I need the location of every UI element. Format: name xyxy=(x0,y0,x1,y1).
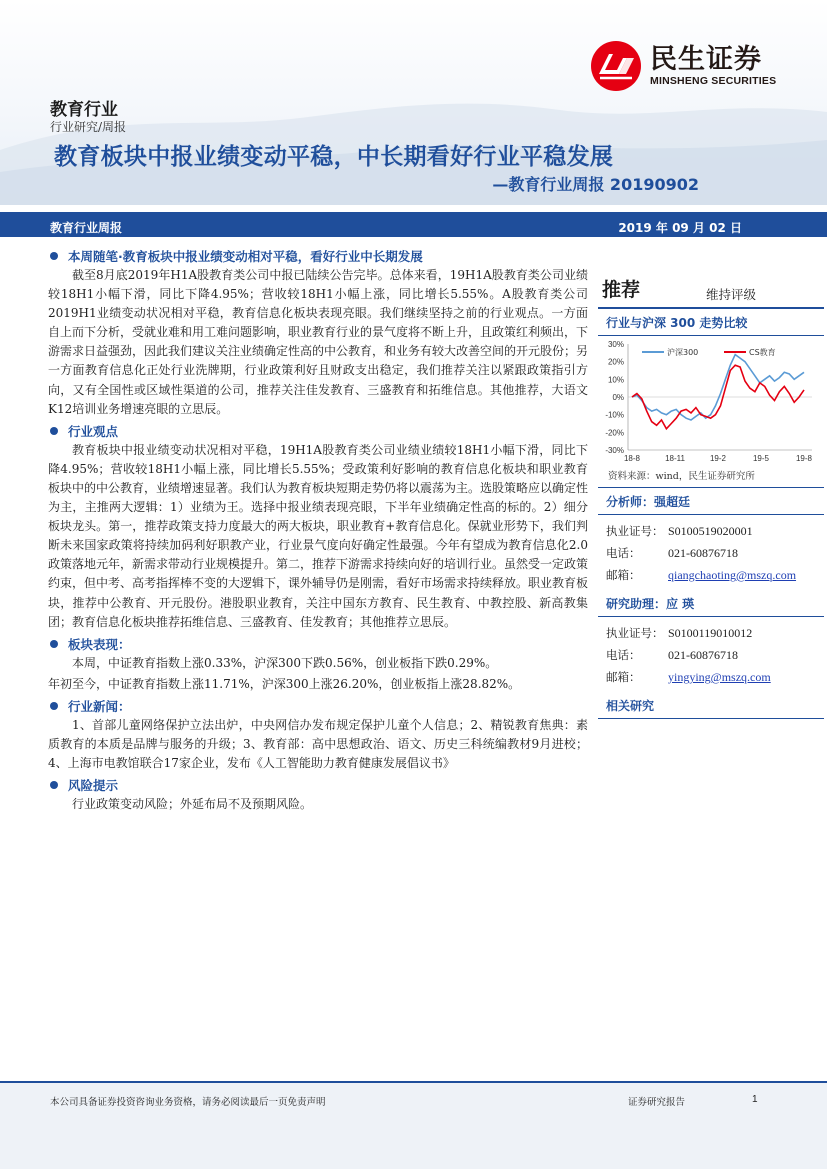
report-subtitle: —教育行业周报 20190902 xyxy=(492,175,699,194)
brand-logo xyxy=(590,40,776,92)
bullet-icon xyxy=(50,252,58,260)
y-tick-label: 20% xyxy=(607,357,624,367)
footer-report-label: 证券研究报告 xyxy=(628,1097,686,1108)
sidebar xyxy=(598,265,824,719)
analyst-info xyxy=(598,515,824,590)
trend-chart-svg xyxy=(598,336,824,464)
trend-chart xyxy=(598,336,824,464)
bullet-icon xyxy=(50,427,58,435)
y-tick-label: 10% xyxy=(607,375,624,385)
y-tick-label: -30% xyxy=(605,446,624,455)
section-heading-risk: 风险提示 xyxy=(48,776,588,795)
report-type: 行业研究/周报 xyxy=(50,120,127,134)
assistant-email-row xyxy=(606,666,824,688)
industry-label: 教育行业 xyxy=(50,100,118,120)
y-tick-label: 30% xyxy=(607,340,624,349)
paragraph: 行业政策变动风险；外延布局不及预期风险。 xyxy=(72,797,313,812)
x-tick-label: 19-8 xyxy=(795,454,813,463)
assistant-title: 研究助理：应 瑛 xyxy=(598,590,824,617)
value: S0100519020001 xyxy=(668,524,753,538)
y-tick-label: 0% xyxy=(612,393,624,402)
section-heading-weekly-essay: 本周随笔·教育板块中报业绩变动相对平稳，看好行业中长期发展 xyxy=(48,247,588,266)
x-tick-label: 19-2 xyxy=(709,454,727,463)
bullet-icon xyxy=(50,640,58,648)
label: 电话： xyxy=(606,648,641,662)
chart-source: 资料来源：wind，民生证券研究所 xyxy=(598,464,824,488)
band-report-name: 教育行业周报 xyxy=(50,221,123,235)
analyst-phone-row xyxy=(606,542,824,564)
header-background xyxy=(0,0,827,205)
value: 021-60876718 xyxy=(668,648,738,662)
minsheng-logo-icon xyxy=(590,40,642,92)
paragraph: 年初至今，中证教育指数上涨11.71%，沪深300上涨26.20%，创业板指上涨28.82%。 xyxy=(48,676,521,691)
legend-label: 沪深300 xyxy=(667,348,699,357)
paragraph: 1、首部儿童网络保护立法出炉，中央网信办发布规定保护儿童个人信息；2、精锐教育焦典：素质教育的本质是品牌与服务的升级；3、教育部：高中思想政治、语文、历史三科统编教材9月进校；4、上海市电教馆联合17家企业，发布《人工智能助力教育健康发展倡议书》 xyxy=(48,717,588,771)
value: S0100119010012 xyxy=(668,626,753,640)
rating: 推荐 xyxy=(602,279,641,301)
x-tick-label: 19-5 xyxy=(752,454,770,463)
assistant-info xyxy=(598,617,824,692)
related-research-title[interactable]: 相关研究 xyxy=(598,692,824,719)
section-heading-sector-performance: 板块表现： xyxy=(48,635,588,654)
brand-name-cn: 民生证券 xyxy=(650,44,762,75)
paragraph: 本周，中证教育指数上涨0.33%，沪深300下跌0.56%，创业板指下跌0.29%。 xyxy=(72,655,498,670)
mountain-backdrop xyxy=(0,0,827,205)
bullet-icon xyxy=(50,781,58,789)
rating-note: 维持评级 xyxy=(706,287,757,302)
section-heading-industry-news: 行业新闻： xyxy=(48,697,588,716)
rating-box xyxy=(598,265,824,309)
y-tick-label: -20% xyxy=(605,428,624,438)
main-content xyxy=(48,244,588,816)
y-tick-label: -10% xyxy=(605,410,624,420)
label: 执业证号： xyxy=(606,626,664,640)
value: 021-60876718 xyxy=(668,546,738,560)
section-heading-industry-view: 行业观点 xyxy=(48,422,588,441)
assistant-phone-row xyxy=(606,644,824,666)
paragraph: 教育板块中报业绩变动状况相对平稳，19H1A股教育类公司业绩业绩较18H1小幅下滑，同比下降4.95%；营收较18H1小幅上涨，同比增长5.55%；受政策利好影响的教育信息化板块和职业教育板块中的中公教育，业绩增速显著。我们认为教育板块短期走势仍将以震荡为主。选股策略应以确定性为主，主推两大逻辑：1）业绩为王。选择中报业绩表现亮眼，下半年业绩确定性高的标的。2）细分板块龙头。第一，推荐政策支持力度最大的两大板块，职业教育+教育信息化。保就业形势下，我们判断未来国家政策将持续加码利好职教产业，行业景气度向好确定性最强。今年有望成为教育信息化2.0政策落地元年，新需求带动行业规模提升。第二，推荐下游需求持续向好的培训行业。虽然受一定政策约束，但中考、高考指挥棒不变的大逻辑下，课外辅导仍是刚需，看好市场需求持续释放。职业教育板块，推荐中公教育、开元股份。港股职业教育，关注中国东方教育、民生教育、中教控股、新高教集团；教育信息化板块推荐拓维信息、三盛教育、佳发教育；其他推荐立思辰。 xyxy=(48,442,589,629)
footer-disclaimer: 本公司具备证券投资咨询业务资格，请务必阅读最后一页免责声明 xyxy=(50,1097,326,1108)
label: 邮箱： xyxy=(606,568,641,582)
report-date: 2019 年 09 月 02 日 xyxy=(618,221,742,235)
analyst-email-link[interactable]: qiangchaoting@mszq.com xyxy=(668,568,797,582)
analyst-email-row xyxy=(606,564,824,586)
x-tick-label: 18-8 xyxy=(623,454,641,463)
paragraph: 截至8月底2019年H1A股教育类公司中报已陆续公告完毕。总体来看，19H1A股教育类公司业绩较18H1小幅下滑，同比下降4.95%；营收较18H1小幅上涨，同比增长5.55%。A股教育类公司2019H1业绩变动状况相对平稳，教育信息化板块表现亮眼。我们继续坚持之前的行业观点。一方面自上而下分析，受就业难和用工难问题影响，职业教育行业的景气度将不断上升，且政策红利频出，下游需求日益强劲，因此我们建议关注业绩确定性高的中公教育，和业务有较大改善空间的开元股份；另一方面教育信息化正处行业洗牌期，行业政策利好且财政支出稳定，我们推荐关注以紧跟政策指引方向，又有全国性或区域性渠道的公司，推荐关注佳发教育、三盛教育和拓维信息。其他推荐，大语文K12培训业务增速亮眼的立思辰。 xyxy=(48,268,589,416)
x-tick-label: 18-11 xyxy=(665,454,685,463)
chart-title: 行业与沪深 300 走势比较 xyxy=(598,309,824,336)
label: 执业证号： xyxy=(606,524,664,538)
label: 邮箱： xyxy=(606,670,641,684)
page-number: 1 xyxy=(752,1094,758,1105)
bullet-icon xyxy=(50,702,58,710)
analyst-title: 分析师：强超廷 xyxy=(598,488,824,515)
assistant-license-row xyxy=(606,622,824,644)
assistant-email-link[interactable]: yingying@mszq.com xyxy=(668,670,771,684)
legend-label: CS教育 xyxy=(749,348,776,357)
label: 电话： xyxy=(606,546,641,560)
analyst-license-row xyxy=(606,520,824,542)
brand-name-en: MINSHENG SECURITIES xyxy=(650,75,777,87)
report-title: 教育板块中报业绩变动平稳，中长期看好行业平稳发展 xyxy=(54,144,614,170)
